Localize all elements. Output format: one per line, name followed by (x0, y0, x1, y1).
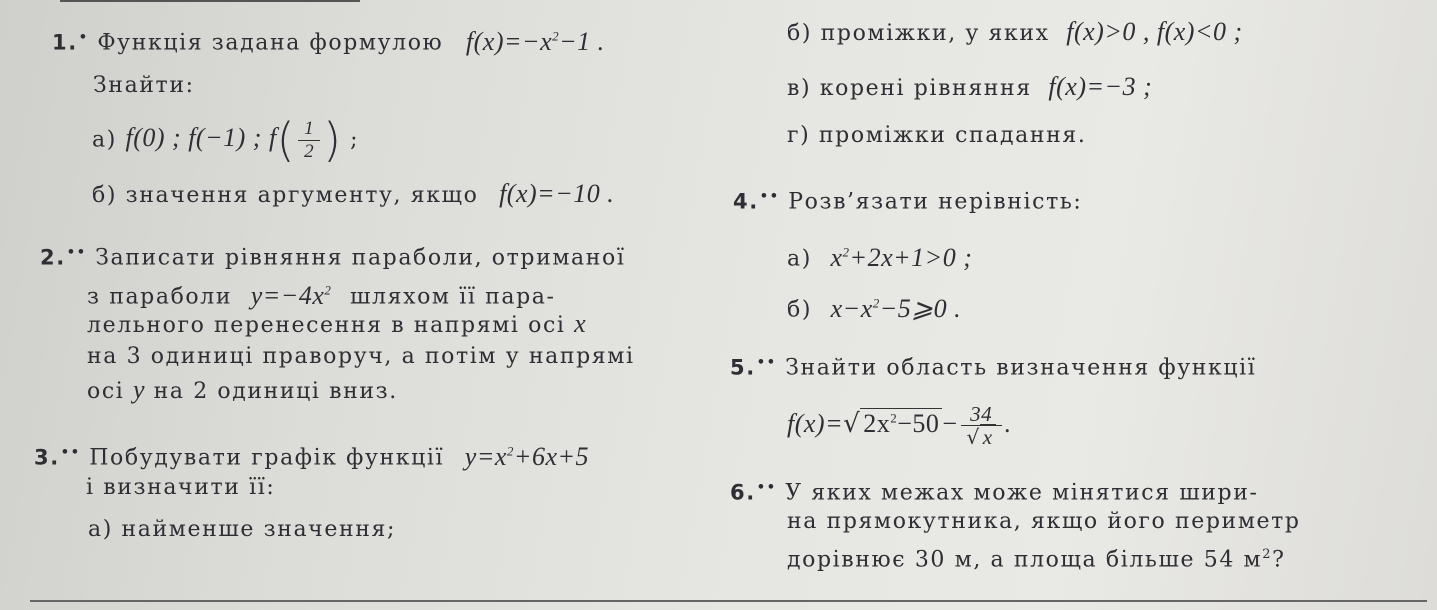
problem-number: 3. (34, 445, 60, 470)
difficulty-marker: •• (756, 355, 777, 370)
problem-6-line-2: на прямокутника, якщо його периметр (787, 509, 1301, 534)
square-root: $2x^2-50$ (860, 408, 942, 438)
problem-1-find: Знайти: (93, 73, 195, 98)
difficulty-marker: • (78, 30, 89, 46)
problem-4-part-b: б) $x-x^2-5⩾0$ . (787, 293, 962, 323)
difficulty-marker: •• (759, 189, 780, 204)
problem-2-line-5: осі y на 2 одиниці вниз. (87, 375, 398, 404)
formula: $f(x)=-x^2-1$ . (465, 26, 605, 56)
problem-1-line-1 (52, 22, 605, 58)
problem-number: 1. (52, 30, 78, 55)
problem-number: 4. (733, 189, 759, 214)
problem-number: 5. (730, 355, 756, 380)
problem-3-part-d: г) проміжки спадання. (787, 123, 1087, 148)
problem-text: Функція задана формулою (97, 30, 444, 56)
problem-5-formula: f(x)=√ $2x^2-50$ − $\frac{34}{√ x}$ . (787, 402, 1012, 450)
top-rule (60, 0, 360, 2)
problem-2-line-3: лельного перенесення в напрямі осі x (87, 309, 587, 338)
fraction-one-half: $\frac{1}{2}$ (298, 118, 320, 163)
problem-number: 2. (40, 245, 66, 270)
difficulty-marker: •• (60, 445, 81, 461)
problem-1-part-b: б) значення аргументу, якщо f(x)=−10 . (92, 179, 615, 208)
problem-1-part-a: а) f(0) ; f(−1) ; f( $\frac{1}{2}$ ) ; (92, 113, 360, 168)
problem-2-line-4: на 3 одиниці праворуч, а потім у напрямі (87, 344, 635, 369)
problem-6-line-3: дорівнює 30 м, а площа більше 54 $м^2$? (787, 547, 1286, 573)
problem-2-line-1: 2.•• Записати рівняння параболи, отриманої (40, 245, 626, 271)
difficulty-marker: •• (756, 480, 777, 495)
formula: f(0) ; f(−1) ; f( $\frac{1}{2}$ ) (125, 113, 342, 168)
difficulty-marker: •• (66, 245, 87, 260)
fraction-34-over-root-x: $\frac{34}{√ x}$ (961, 403, 1002, 448)
problem-5-line-1: 5.•• Знайти область визначення функції (730, 355, 1257, 381)
problem-3-part-b: б) проміжки, у яких f(x)>0 , f(x)<0 ; (787, 17, 1243, 46)
problem-2-line-2: з параболи $y=-4x^2$ шляхом її пара- (87, 280, 556, 310)
problem-3-part-a: а) найменше значення; (88, 517, 396, 542)
problem-6-line-1: 6.•• У яких межах може мінятися шири- (730, 480, 1259, 506)
problem-3-part-c: в) корені рівняння f(x)=−3 ; (787, 72, 1153, 101)
problem-4-line-1: 4.•• Розв’язати нерівність: (733, 189, 1083, 215)
problem-number: 6. (730, 480, 756, 505)
problem-3-line-1: 3.•• Побудувати графік функції $y=x^2+6x+5$ (34, 441, 590, 471)
problem-3-line-2: і визначити її: (86, 475, 276, 500)
problem-4-part-a: а) $x^2+2x+1>0$ ; (787, 242, 973, 272)
bottom-rule (30, 600, 1427, 602)
